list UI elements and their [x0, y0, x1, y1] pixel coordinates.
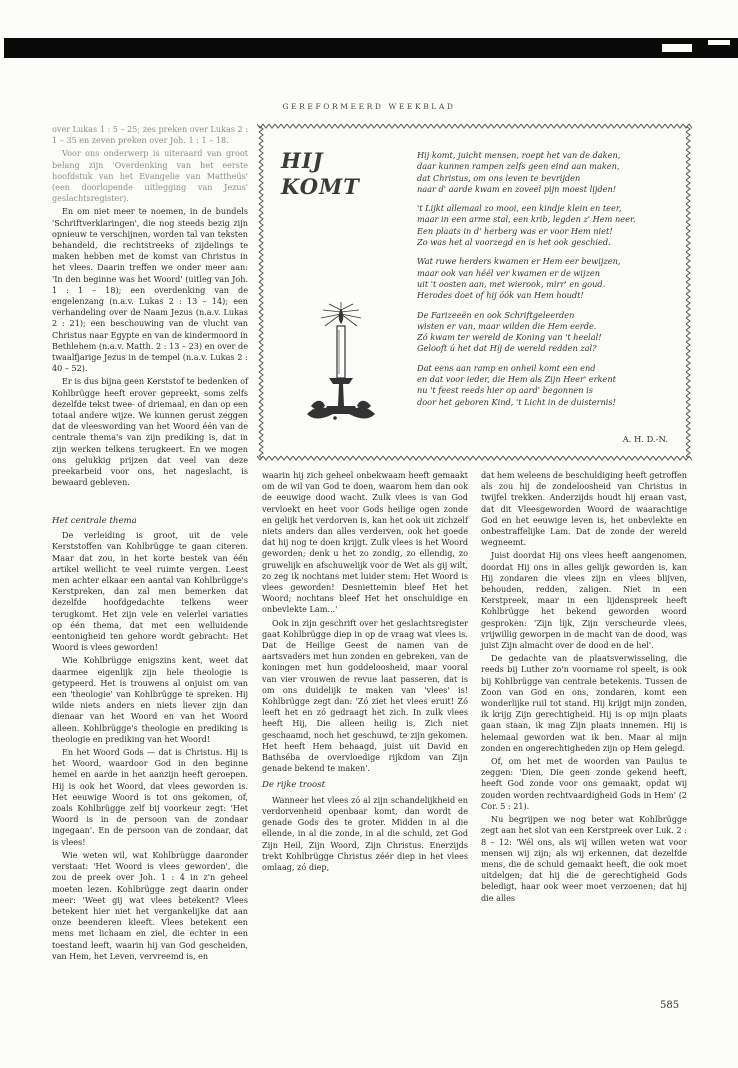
paragraph: Wie Kohlbrügge enigszins kent, weet dat daarmee eigenlijk zijn hele theologie is getypeerd. Het is trouwens al onjuist om van een 'theologie' van Kohlbrügge te spreken. Hij wilde niets anders en niets liever zijn dan dienaar van het Woord en van het Woord alleen. Kohlbrügge's theologie en prediking is theologie en prediking van het Woord!: [52, 655, 248, 744]
poem-line: 't Lijkt allemaal zo mooi, een kindje klein en teer,: [417, 203, 622, 214]
paragraph: Ook in zijn geschrift over het geslachtsregister gaat Kohlbrügge diep in op de vraag wat vlees is. Dat de Heilige Geest de namen van de aartsvaders met hun zonden en gebreken, van de koningen met hun goddeloosheid, maar vooral van vier vrouwen de revue laat passeren, dat is om ons duidelijk te maken van 'vlees' is! Kohlbrügge zegt dan: 'Zó ziet het vlees eruit! Zó leeft het en zó gedraagt het zich. In zulk vlees heeft Hij, Die alleen heilig is, Zich niet geschaamd, noch het geschuwd, te zijn gekomen. Het heeft Hem behaagd, juist uit David en Bathséba de overvloedige rijkdom van Zijn genade bekend te maken'.: [262, 617, 468, 774]
zigzag-border-right: [684, 126, 692, 458]
zigzag-border-top: [257, 122, 692, 130]
poem-box: [257, 122, 692, 462]
paragraph: waarin hij zich geheel onbekwaam heeft gemaakt om de wil van God te doen, waarom hem dan ook de eeuwige dood wacht. Zulk vlees is van God vervloekt en heet voor Gods heilige ogen zonde en gelijk het verdorven is, kan het ook uit zichzelf niets anders dan alles verderven, ook het goede dat hij nog te doen krijgt. Zulk vlees is het Woord geworden; denk u het zo zondig, zo ellendig, zo gruwelijk en afschuwelijk voor de Wet als gij wilt, zo zeg ik nochtans met luider stem: Het Woord is vlees geworden! Desniettemin bleef Het het Woord; nochtans bleef Het het onschuldige en onbevlekte Lam...': [262, 470, 468, 615]
section-heading: Het centrale thema: [52, 516, 137, 526]
paragraph: Er is dus bijna geen Kerststof te bedenken of Kohlbrügge heeft erover gepreekt, soms zelfs dezelfde tekst twee- of driemaal, en dan op een totaal andere wijze. We kunnen gerust zeggen dat de vleeswording van het Woord één van de centrale thema's van zijn prediking is, dat in zijn werken telkens terugkeert. En we mogen ons gelukkig prijzen dat veel van deze preekarbeid voor ons, het nageslacht, is bewaard gebleven.: [52, 376, 248, 488]
poem-line: Een plaats in d' herberg was er voor Hem niet!: [417, 225, 613, 236]
poem-line: De Farizeeën en ook Schriftgeleerden: [417, 309, 575, 320]
paragraph: Voor ons onderwerp is uiteraard van groot belang zijn 'Overdenking van het eerste hoofdstuk van het Evangelie van Mattheüs' (een doorlopende uitlegging van Jezus' geslachtsregister).: [52, 148, 248, 204]
poem-line: Zó kwam ter wereld de Koning van 't heelal!: [417, 332, 602, 343]
column-3: [481, 470, 687, 906]
column-1-top: [52, 124, 248, 491]
scan-top-edge: [4, 38, 738, 58]
running-header: GEREFORMEERD WEEKBLAD: [282, 102, 456, 111]
poem-line: maar in een arme stal, een krib, legden z' Hem neer.: [417, 214, 636, 225]
poem-line: uit 't oosten aan, met wierook, mirr' en goud.: [417, 278, 606, 289]
poem-line: Wat ruwe herders kwamen er Hem eer bewijzen,: [417, 256, 621, 267]
poem-line: Hij komt, juicht mensen, roept het van de daken,: [417, 150, 621, 160]
poem-title-line: KOMT: [281, 174, 360, 199]
paragraph: Juist doordat Hij ons vlees heeft aangenomen, doordat Hij ons in alles gelijk geworden is, kan Hij zondaren die vlees zijn en vlees blijven, behouden, redden, zaligen. Niet in een Kerstpreek, maar in een lijdenspreek heeft Kohlbrügge het bekend geworden woord gesproken: 'Zijn lijk, Zijn verscheurde vlees, vrijwillig geworpen in de macht van de dood, was juist Zijn almacht over de dood en de hel'.: [481, 550, 687, 651]
zigzag-border-bottom: [257, 454, 692, 462]
paragraph: dat hem weleens de beschuldiging heeft getroffen als zou hij de zondeloosheid van Christus in twijfel trekken. Anderzijds houdt hij eraan vast, dat dit Vleesgeworden Woord de waarachtige God en het eeuwige leven is, het onbevlekte en onbestraffelijke Lam. Dat de zonde der wereld wegneemt.: [481, 470, 687, 548]
paragraph: En om niet meer te noemen, in de bundels 'Schriftverklaringen', die nog steeds bezig zijn opnieuw te verschijnen, worden tal van teksten behandeld, die rechtstreeks of zijdelings te maken hebben met de komst van Christus in het vlees. Daarin treffen we onder meer aan: 'In den beginne was het Woord' (uitleg van Joh. 1 : 1 – 18); een overdenking van de engelenzang (n.a.v. Lukas 2 : 13 – 14); een verhandeling over de Naam Jezus (n.a.v. Lukas 2 : 21); een beschouwing van de vlucht van Christus naar Egypte en van de kindermoord in Bethlehem (n.a.v. Matth. 2 : 13 – 23) en over de twaalfjarige Jezus in de tempel (n.a.v. Lukas 2 : 40 – 52).: [52, 206, 248, 374]
poem-stanza: [417, 203, 682, 248]
poem-line: dat Christus, om ons leven te bevrijden: [417, 172, 581, 183]
poem-line: nu 't feest reeds hier op aard' begonnen is: [417, 385, 593, 396]
poem-line: daar kunnen rampen zelfs geen eind aan maken,: [417, 161, 620, 172]
page-number: 585: [660, 1000, 680, 1011]
paragraph: Wanneer het vlees zó al zijn schandelijkheid en verdorvenheid openbaar komt, dan wordt de genade Gods des te groter. Midden in al die ellende, in al die zonde, in al die schuld, zet God Zijn Heil, Zijn Woord, Zijn Christus. Enerzijds trekt Kohlbrügge Christus zéér diep in het vlees omlaag, zó diep,: [262, 794, 468, 872]
paragraph: Of, om het met de woorden van Paulus te zeggen: 'Dien, Die geen zonde gekend heeft, heeft God zonde voor ons gemaakt, opdat wij zouden worden rechtvaardigheid Gods in Hem' (2 Cor. 5 : 21).: [481, 756, 687, 811]
section-heading: De rijke troost: [262, 780, 326, 791]
poem-line: Dat eens aan ramp en onheil komt een end: [417, 362, 596, 373]
poem-line: wisten er van, maar wilden die Hem eerde.: [417, 320, 597, 331]
zigzag-border-left: [257, 126, 265, 458]
poem-line: Herodes doet of hij óók van Hem houdt!: [417, 290, 584, 301]
candle-illustration: [299, 302, 383, 430]
poem-stanza: [417, 363, 682, 408]
scan-artifact: [662, 44, 692, 52]
poem-stanza: [417, 256, 682, 301]
poem-signature: A. H. D.-N.: [622, 434, 668, 444]
paragraph: De verleiding is groot, uit de vele Kerststoffen van Kohlbrügge te gaan citeren. Maar dat zou, in het korte bestek van één artikel wellicht te veel ruimte vergen. Leest men achter elkaar een aantal van Kohlbrügge's Kerstpreken, dan zal men bemerken dat dezelfde hoofdgedachte telkens weer terugkomt. Het zijn vele en velerlei variaties op één thema, dat met een welluidende eentonigheid ten gehore wordt gebracht: Het Woord is vlees geworden!: [52, 530, 248, 653]
poem-line: Zo was het al voorzegd en is het ook geschied.: [417, 237, 611, 248]
paragraph: over Lukas 1 : 5 – 25; zes preken over Lukas 2 : 1 – 35 en zeven preken over Joh. 1 : 1 – 18.: [52, 124, 248, 146]
poem-stanza: [417, 310, 682, 355]
paragraph: Nu begrijpen we nog beter wat Kohlbrügge zegt aan het slot van een Kerstpreek over Luk. 2 : 8 – 12: 'Wél ons, als wij willen weten wat voor mensen wij zijn; als wij erkennen, dat dezelfde mens, die de schuld gemaakt heeft, die ook moet uitdelgen; dat hij die de gerechtigheid Gods beledigt, haar ook weer moet verzoenen; dat hij die alles: [481, 814, 687, 903]
poem-title-line: HIJ: [281, 148, 324, 173]
poem-line: en dat voor ieder, die Hem als Zijn Heer' erkent: [417, 374, 616, 385]
column-2: [262, 470, 468, 875]
poem-stanza: [417, 150, 682, 195]
poem-title: [281, 148, 360, 200]
paragraph: De gedachte van de plaatsverwisseling, die reeds bij Luther zo'n voorname rol speelt, is ook bij Kohlbrügge van centrale betekenis. Tussen de Zoon van God en ons, zondaren, komt een wonderlijke ruil tot stand. Hij krijgt mijn zonden, ik krijg Zijn gerechtigheid. Hij is op mijn plaats gaan staan, ik mag Zijn plaats innemen. Hij is helemaal geworden wat ik ben. Maar al mijn zonden en ongerechtigheden zijn op Hem gelegd.: [481, 653, 687, 753]
scan-artifact: [708, 40, 730, 45]
poem-text: [417, 150, 682, 416]
poem-line: door het geboren Kind, 't Licht in de duisternis!: [417, 396, 616, 407]
paragraph: En het Woord Gods — dat is Christus. Hij is het Woord, waardoor God in den beginne hemel en aarde in het aanzijn heeft geroepen. Hij is ook het Woord, dat vlees geworden is. Het eeuwige Woord is tot ons gekomen, of, zoals Kohlbrügge zelf bij voorkeur zegt: 'Het Woord is in de persoon van de zondaar ingegaan'. En de persoon van de zondaar, dat is vlees!: [52, 747, 248, 847]
poem-line: Gelooft ú het dat Híj de wereld redden zal?: [417, 343, 597, 354]
paragraph: Wie weten wil, wat Kohlbrügge daaronder verstaat: 'Het Woord is vlees geworden', die zou de preek over Joh. 1 : 4 in z'n geheel moeten lezen. Kohlbrügge zegt daarin onder meer: 'Weet gij wat vlees betekent? Vlees betekent hier niet het vergankelijke dat aan onze beenderen kleeft. Vlees betekent een mens met lichaam en ziel, die echter in een toestand leeft, waarin hij van God gescheiden, van Hem, het Leven, vervreemd is, en: [52, 849, 248, 961]
column-1-bottom: [52, 510, 248, 964]
poem-line: maar ook van héél ver kwamen er de wijzen: [417, 267, 601, 278]
poem-line: naar d' aarde kwam en zoveel pijn moest lijden!: [417, 183, 617, 194]
